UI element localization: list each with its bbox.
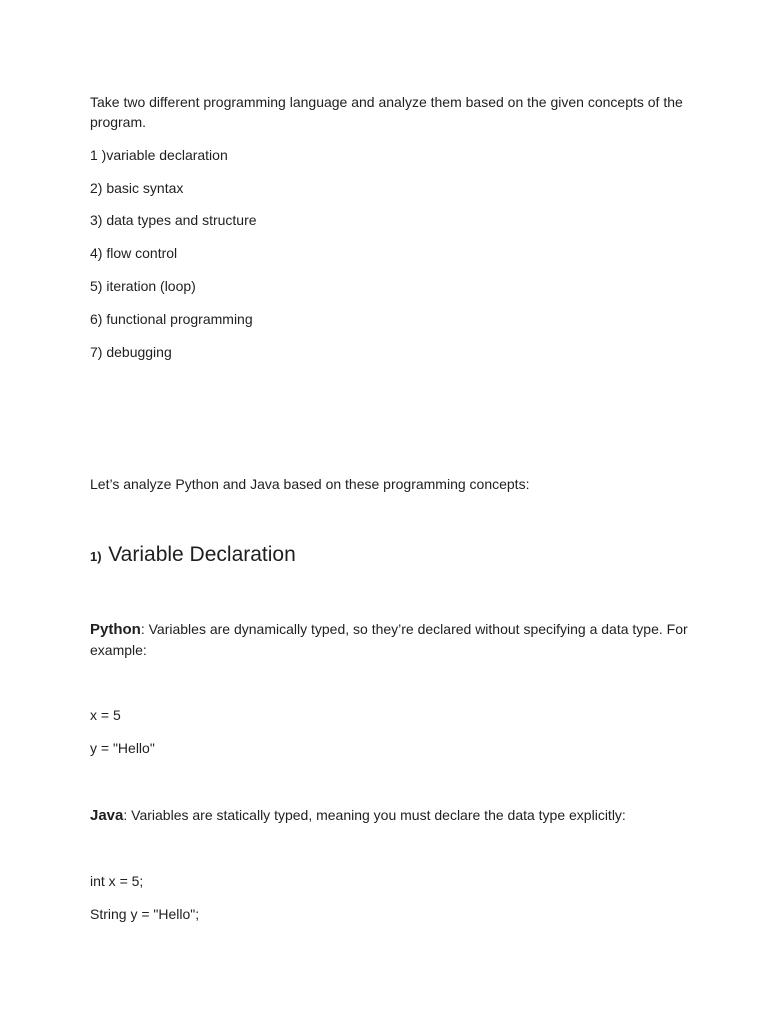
concept-item: 1 )variable declaration [90,147,228,163]
concept-item: 3) data types and structure [90,212,257,228]
java-description [90,805,690,826]
concept-item: 5) iteration (loop) [90,278,196,294]
concept-item: 4) flow control [90,245,178,261]
analysis-intro: Let’s analyze Python and Java based on these programming concepts: [90,476,530,492]
python-code-line: y = "Hello" [90,740,155,756]
assignment-intro: Take two different programming language and analyze them based on the given concepts of the program. [90,94,683,130]
java-code-line: String y = "Hello"; [90,906,200,922]
concept-item: 2) basic syntax [90,180,184,196]
section-title: Variable Declaration [108,543,296,566]
concept-item: 7) debugging [90,344,172,360]
java-text: : Variables are statically typed, meaning you must declare the data type explicitly: [123,807,626,823]
section-heading [90,540,296,568]
python-text: : Variables are dynamically typed, so they’re declared without specifying a data type. For example: [90,621,688,658]
python-label: Python [90,621,141,638]
section-number: 1) [90,549,102,564]
python-code-line: x = 5 [90,707,121,723]
java-code-line: int x = 5; [90,873,144,889]
java-label: Java [90,807,124,824]
concept-item: 6) functional programming [90,311,253,327]
python-description [90,619,690,660]
